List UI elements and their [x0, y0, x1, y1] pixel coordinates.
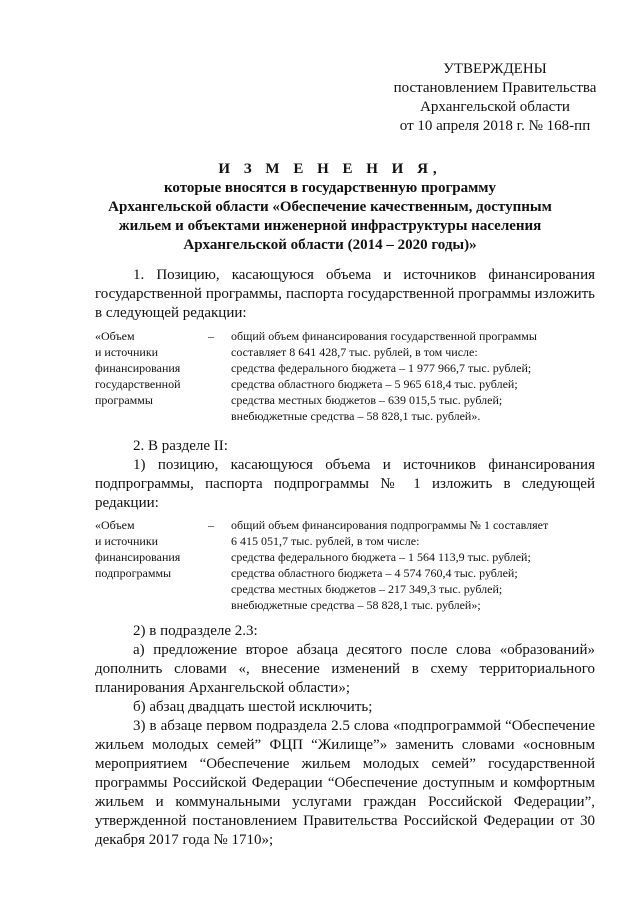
table-value-line: средства федерального бюджета – 1 977 966,7 тыс. рублей; [231, 361, 532, 375]
item-2-sub-2a [95, 641, 595, 698]
item-2-sub-2 [95, 622, 595, 641]
approval-line-1: УТВЕРЖДЕНЫ [443, 61, 547, 77]
item-2-sub-3 [95, 717, 595, 850]
approval-stamp [375, 60, 615, 136]
item-1-table-values [231, 328, 595, 424]
approval-line-3: Архангельской области [420, 99, 570, 115]
item-2-heading-content: 2. В разделе II: [133, 438, 228, 454]
table-value-line: внебюджетные средства – 58 828,1 тыс. рублей». [231, 409, 481, 423]
table-label-line: и источники [95, 345, 159, 359]
item-2-table-label [95, 517, 215, 581]
item-1-text [95, 266, 595, 323]
title-main: И З М Е Н Е Н И Я, [218, 161, 442, 177]
approval-line-2: постановлением Правительства [393, 80, 597, 96]
item-2-sub-2-content: 2) в подразделе 2.3: [133, 623, 258, 639]
item-2-table [95, 517, 595, 617]
table-value-line: средства областного бюджета – 5 965 618,4 тыс. рублей; [231, 377, 518, 391]
table-dash: – [208, 518, 214, 532]
table-label-line: «Объем [95, 329, 135, 343]
table-label-line: программы [95, 393, 153, 407]
item-1-table [95, 328, 595, 428]
item-1-text-content: 1. Позицию, касающуюся объема и источников финансирования государственной программы, паспорта государственной программы изложить в следующей редакции: [95, 267, 595, 321]
table-value-line: внебюджетные средства – 58 828,1 тыс. рублей»; [231, 598, 481, 612]
title-line-1: которые вносятся в государственную программу [163, 180, 497, 196]
table-value-line: средства местных бюджетов – 217 349,3 тыс. рублей; [231, 582, 503, 596]
table-value-line: 6 415 051,7 тыс. рублей, в том числе: [231, 534, 420, 548]
title-line-4: Архангельской области (2014 – 2020 годы)» [183, 237, 477, 253]
item-2-heading [95, 437, 595, 456]
approval-line-4: от 10 апреля 2018 г. № 168-пп [399, 118, 591, 134]
title-line-2: Архангельской области «Обеспечение качественным, доступным [108, 199, 552, 215]
item-2-sub-2b-content: б) абзац двадцать шестой исключить; [133, 699, 373, 715]
title-line-3: жильем и объектами инженерной инфраструктуры населения [118, 218, 542, 234]
table-dash: – [208, 329, 214, 343]
item-2-sub-3-content: 3) в абзаце первом подраздела 2.5 слова «подпрограммой “Обеспечение жильем молодых семей” ФЦП “Жилище”» заменить словами «основным мероприятием “Обеспечение жильем молодых семей” государственной программы Российской Федерации “Обеспечение доступным и комфортным жильем и коммунальными услугами граждан Российской Федерации”, утвержденной постановлением Правительства Российской Федерации от 30 декабря 2017 года № 1710»; [95, 718, 595, 848]
table-label-line: финансирования [95, 550, 181, 564]
table-value-line: общий объем финансирования государственной программы [231, 329, 537, 343]
item-1-table-label [95, 328, 215, 408]
table-label-line: и источники [95, 534, 159, 548]
table-value-line: общий объем финансирования подпрограммы № 1 составляет [231, 518, 549, 532]
item-2-sub-2a-content: а) предложение второе абзаца десятого после слова «образований» дополнить словами «, внесение изменений в схему территориального планирования Архангельской области»; [95, 642, 595, 696]
table-value-line: составляет 8 641 428,7 тыс. рублей, в том числе: [231, 345, 478, 359]
table-label-line: государственной [95, 377, 181, 391]
item-2-sub-1 [95, 456, 595, 513]
table-label-line: «Объем [95, 518, 135, 532]
document-title [60, 160, 600, 255]
item-2-sub-1-content: 1) позицию, касающуюся объема и источников финансирования подпрограммы, паспорта подпрограммы № 1 изложить в следующей редакции: [95, 457, 595, 511]
table-label-line: финансирования [95, 361, 181, 375]
table-value-line: средства областного бюджета – 4 574 760,4 тыс. рублей; [231, 566, 518, 580]
table-value-line: средства местных бюджетов – 639 015,5 тыс. рублей; [231, 393, 503, 407]
table-label-line: подпрограммы [95, 566, 172, 580]
item-2-table-values [231, 517, 595, 613]
item-2-sub-2b [95, 698, 595, 717]
table-value-line: средства федерального бюджета – 1 564 113,9 тыс. рублей; [231, 550, 531, 564]
